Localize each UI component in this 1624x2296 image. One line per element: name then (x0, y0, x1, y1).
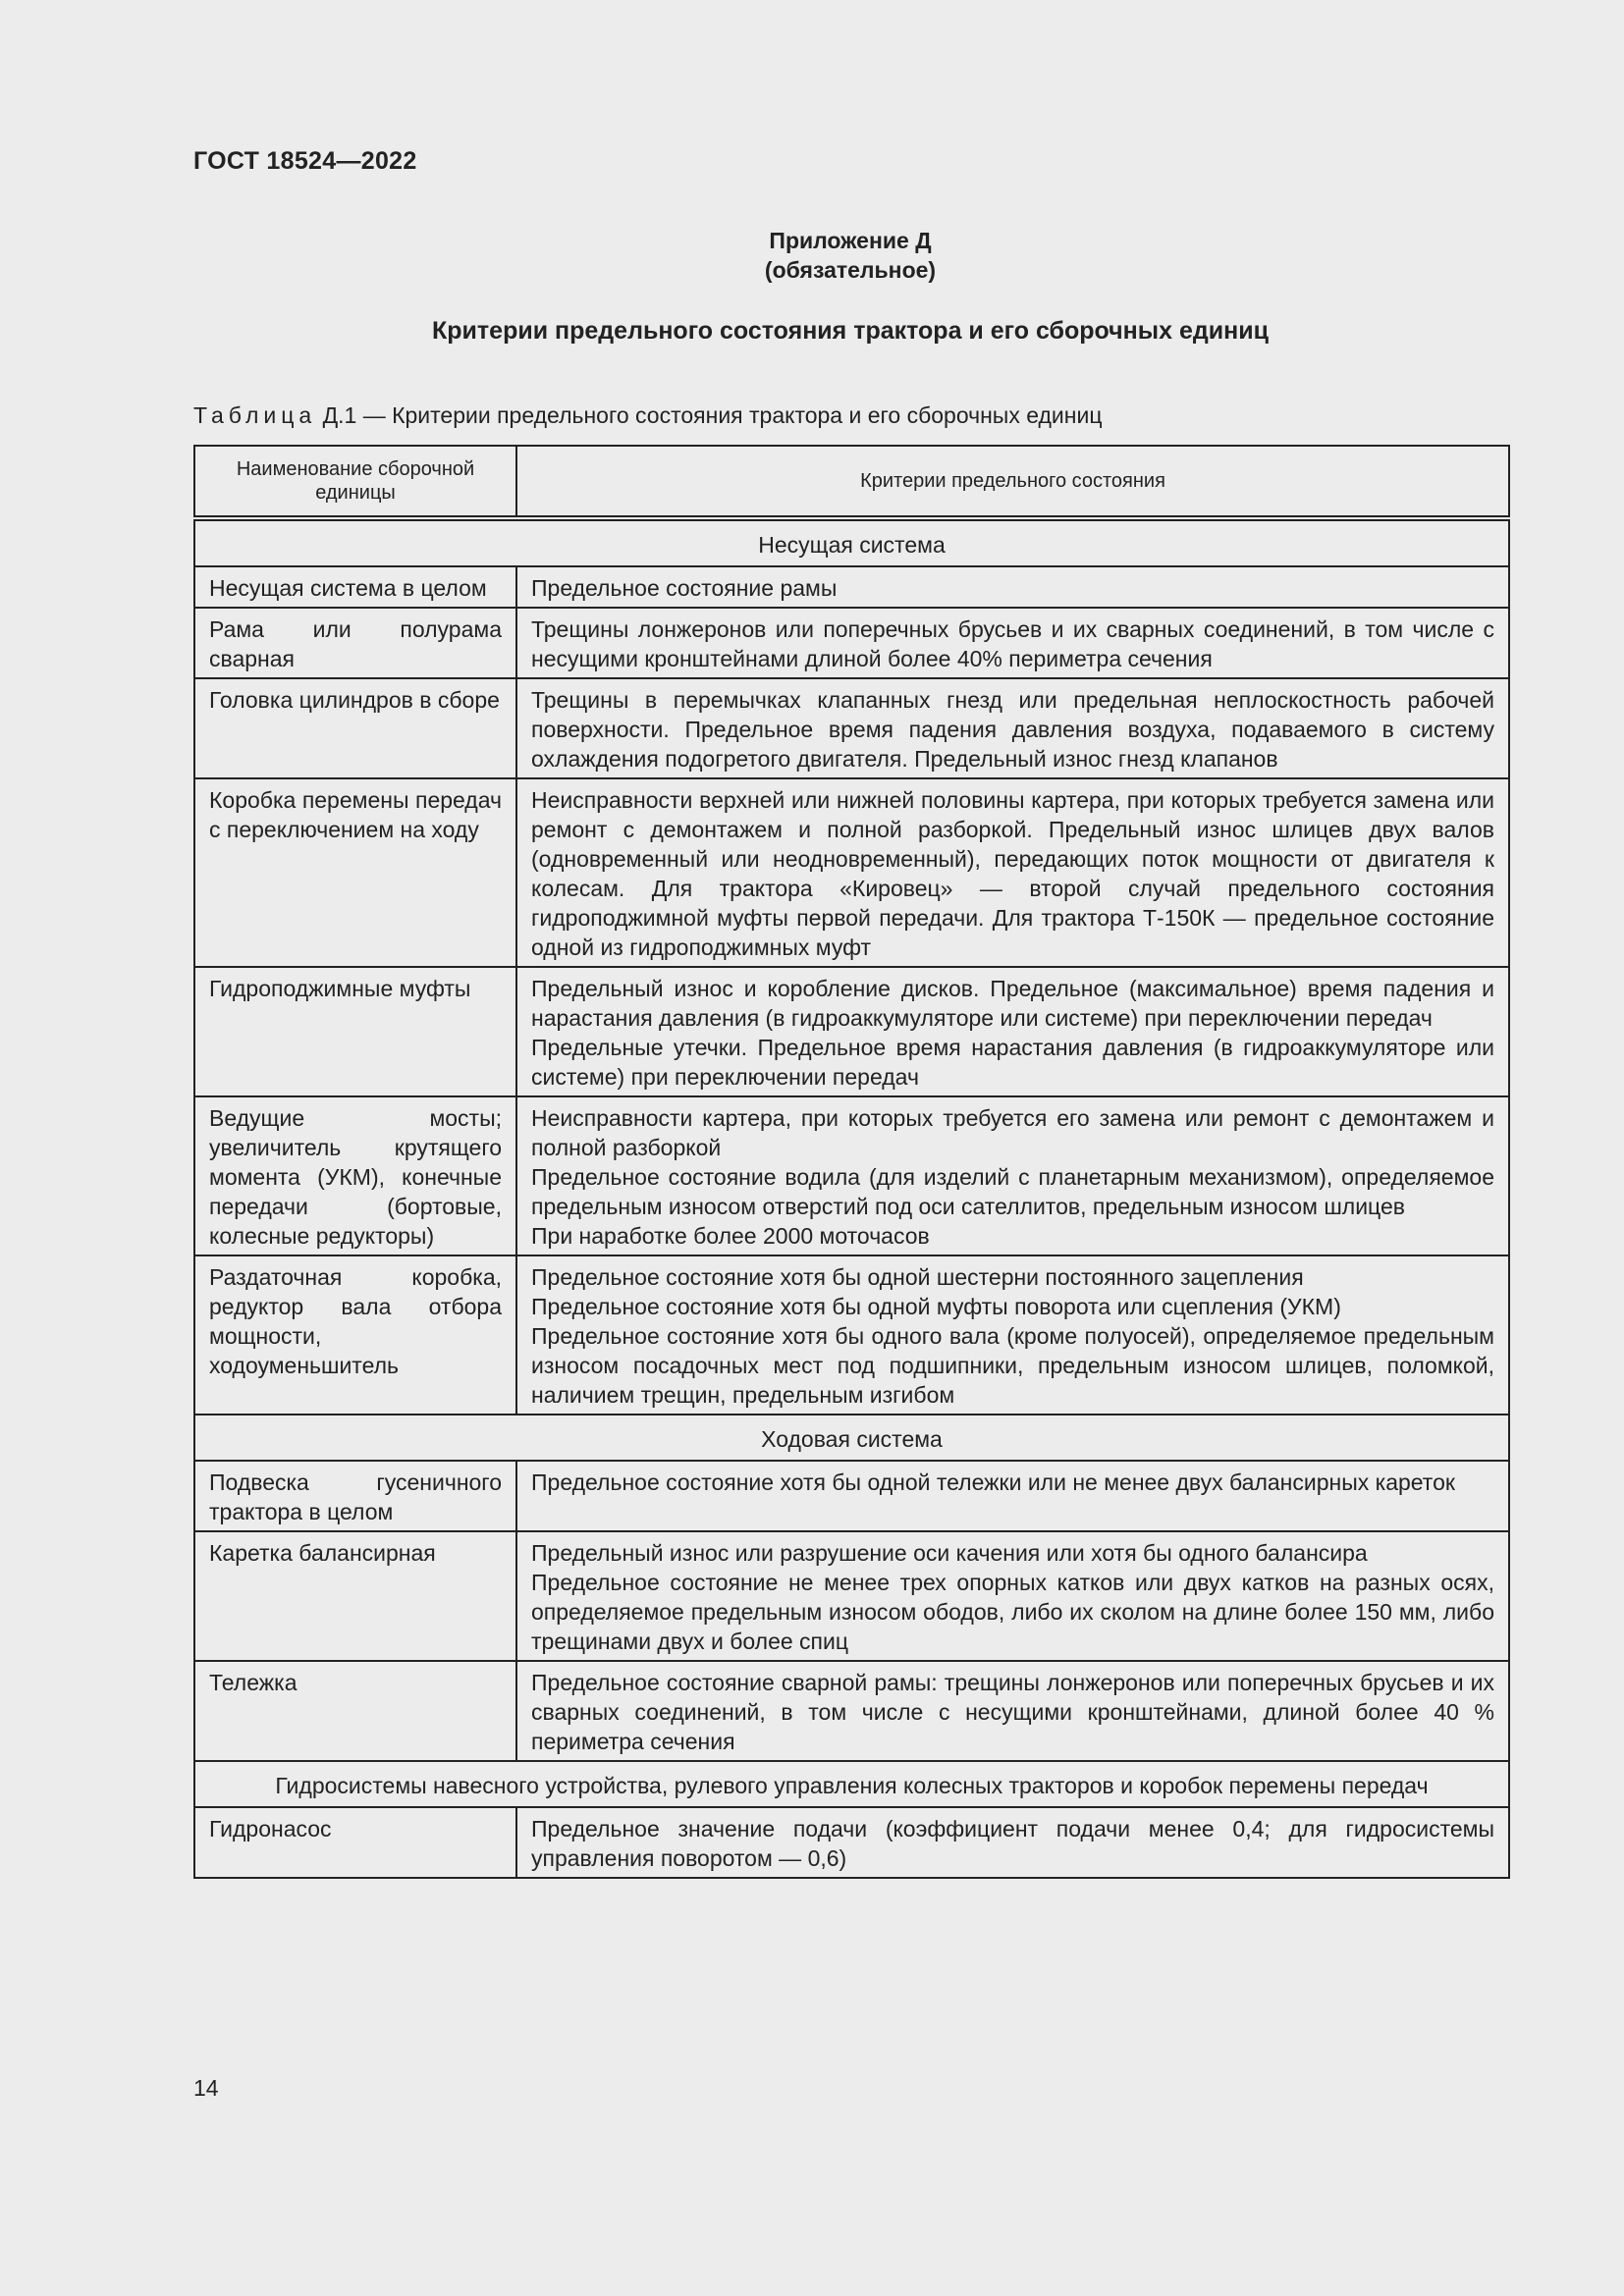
criteria-paragraph: Предельное состояние хотя бы одной тележки или не менее двух балансирных кареток (531, 1469, 1455, 1495)
criteria-paragraph: Предельный износ или разрушение оси качения или хотя бы одного балансира (531, 1540, 1368, 1566)
assembly-unit-name: Рама или полурама сварная (194, 608, 516, 678)
appendix-heading (193, 226, 1507, 285)
table-row (194, 1531, 1509, 1661)
criteria-paragraph: Предельное значение подачи (коэффициент подачи менее 0,4; для гидросистемы управления поворотом — 0,6) (531, 1816, 1494, 1871)
criteria-paragraph: Предельный износ и коробление дисков. Предельное (максимальное) время падения и нарастания давления (в гидроаккумуляторе или системе) при переключении передач (531, 976, 1494, 1031)
criteria-table (193, 445, 1510, 1879)
assembly-unit-name: Головка цилиндров в сборе (194, 678, 516, 778)
table-row (194, 678, 1509, 778)
criteria-paragraph: Предельное состояние хотя бы одного вала (кроме полуосей), определяемое предельным износом посадочных мест под подшипники, предельным износом шлицев, поломкой, наличием трещин, предельным изгибом (531, 1323, 1494, 1408)
criteria-paragraph: Предельное состояние хотя бы одной шестерни постоянного зацепления (531, 1264, 1304, 1290)
limit-state-criteria (516, 566, 1509, 608)
column-header-criteria: Критерии предельного состояния (516, 446, 1509, 518)
table-row (194, 778, 1509, 967)
limit-state-criteria (516, 778, 1509, 967)
criteria-paragraph: Трещины в перемычках клапанных гнезд или предельная неплоскостность рабочей поверхности. Предельное время падения давления воздуха, подаваемого в систему охлаждения подогретого двигателя. Предельный износ гнезд клапанов (531, 687, 1494, 772)
table-caption-text: Д.1 — Критерии предельного состояния трактора и его сборочных единиц (322, 402, 1103, 428)
table-row (194, 1461, 1509, 1531)
table-row (194, 1661, 1509, 1761)
limit-state-criteria (516, 1807, 1509, 1878)
assembly-unit-name: Гидронасос (194, 1807, 516, 1878)
document-code: ГОСТ 18524—2022 (193, 147, 417, 175)
assembly-unit-name: Несущая система в целом (194, 566, 516, 608)
criteria-paragraph: Трещины лонжеронов или поперечных брусьев и их сварных соединений, в том числе с несущими кронштейнами длиной более 40% периметра сечения (531, 616, 1494, 671)
criteria-paragraph: Неисправности верхней или нижней половины картера, при которых требуется замена или ремонт с демонтажем и полной разборкой. Предельный износ шлицев двух валов (одновременный или неодновременный), передающих поток мощности от двигателя к колесам. Для трактора «Кировец» — второй случай предельного состояния гидроподжимной муфты первой передачи. Для трактора Т-150К — предельное состояние одной из гидроподжимных муфт (531, 787, 1494, 960)
limit-state-criteria (516, 1531, 1509, 1661)
assembly-unit-name: Раздаточная коробка, редуктор вала отбора мощности, ходоуменьшитель (194, 1255, 516, 1415)
criteria-paragraph: Предельное состояние не менее трех опорных катков или двух катков на разных осях, определяемое предельным износом ободов, либо их сколом на длине более 150 мм, либо трещинами двух и более спиц (531, 1570, 1494, 1654)
limit-state-criteria (516, 1096, 1509, 1255)
table-caption-prefix: Таблица (193, 402, 317, 428)
criteria-paragraph: Предельное состояние водила (для изделий с планетарным механизмом), определяемое предельным износом отверстий под оси сателлитов, предельным износом шлицев (531, 1164, 1494, 1219)
limit-state-criteria (516, 1661, 1509, 1761)
section-row (194, 1761, 1509, 1807)
limit-state-criteria (516, 1461, 1509, 1531)
table-header-row (194, 446, 1509, 518)
table-caption (193, 402, 1103, 429)
assembly-unit-name: Каретка балансирная (194, 1531, 516, 1661)
table-row (194, 1807, 1509, 1878)
table-row (194, 1255, 1509, 1415)
criteria-paragraph: Предельное состояние рамы (531, 575, 838, 601)
limit-state-criteria (516, 967, 1509, 1096)
table-row (194, 608, 1509, 678)
assembly-unit-name: Гидроподжимные муфты (194, 967, 516, 1096)
criteria-paragraph: Предельное состояние сварной рамы: трещины лонжеронов или поперечных брусьев и их сварных соединений, в том числе с несущими кронштейнами, длиной более 40 % периметра сечения (531, 1670, 1494, 1754)
criteria-paragraph: Предельное состояние хотя бы одной муфты поворота или сцепления (УКМ) (531, 1294, 1341, 1319)
appendix-title: Критерии предельного состояния трактора и его сборочных единиц (432, 317, 1269, 345)
section-title: Гидросистемы навесного устройства, рулевого управления колесных тракторов и коробок перемены передач (194, 1761, 1509, 1807)
assembly-unit-name: Подвеска гусеничного трактора в целом (194, 1461, 516, 1531)
table-row (194, 967, 1509, 1096)
assembly-unit-name: Тележка (194, 1661, 516, 1761)
appendix-label: Приложение Д (769, 228, 932, 253)
table-row (194, 566, 1509, 608)
limit-state-criteria (516, 1255, 1509, 1415)
limit-state-criteria (516, 608, 1509, 678)
assembly-unit-name: Коробка перемены передач с переключением на ходу (194, 778, 516, 967)
section-row (194, 518, 1509, 566)
section-title: Несущая система (194, 518, 1509, 566)
appendix-status: (обязательное) (764, 257, 937, 283)
criteria-paragraph: При наработке более 2000 моточасов (531, 1223, 930, 1249)
limit-state-criteria (516, 678, 1509, 778)
criteria-paragraph: Неисправности картера, при которых требуется его замена или ремонт с демонтажем и полной разборкой (531, 1105, 1494, 1160)
criteria-paragraph: Предельные утечки. Предельное время нарастания давления (в гидроаккумуляторе или системе) при переключении передач (531, 1035, 1494, 1090)
assembly-unit-name: Ведущие мосты; увеличитель крутящего момента (УКМ), конечные передачи (бортовые, колесные редукторы) (194, 1096, 516, 1255)
column-header-unit: Наименование сборочной единицы (194, 446, 516, 518)
table-row (194, 1096, 1509, 1255)
section-title: Ходовая система (194, 1415, 1509, 1461)
page-number: 14 (193, 2075, 219, 2101)
table-body (194, 518, 1509, 1878)
section-row (194, 1415, 1509, 1461)
